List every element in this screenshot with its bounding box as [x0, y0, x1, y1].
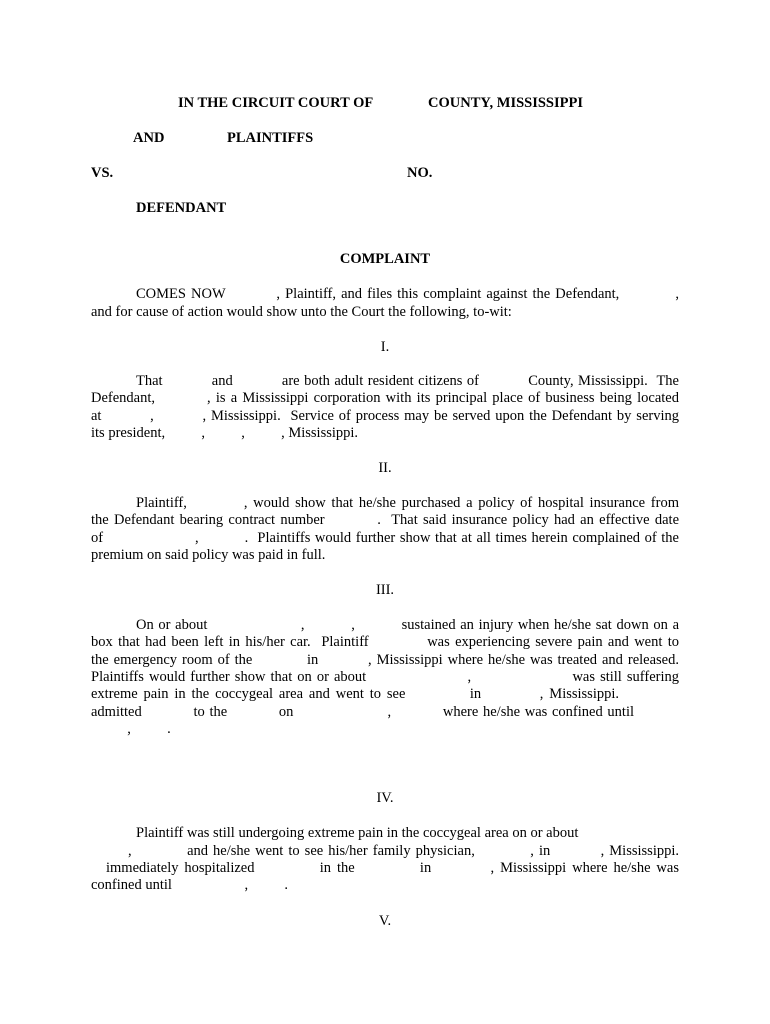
section-1-line: That and are both adult resident citizens of County, Mississippi. The — [136, 373, 679, 389]
section-4-line: , and he/she went to see his/her family physician, , in , Mississippi. — [128, 843, 679, 859]
section-heading-3: III. — [375, 582, 395, 598]
section-1-line: Defendant, , is a Mississippi corporation with its principal place of business being located — [91, 390, 679, 406]
section-1-line: its president, , , , Mississippi. — [91, 425, 359, 441]
section-3-line: On or about , , sustained an injury when he/she sat down on a — [136, 617, 679, 633]
intro-line-1: COMES NOW , Plaintiff, and files this complaint against the Defendant, , — [136, 286, 679, 302]
intro-line-2: and for cause of action would show unto the Court the following, to-wit: — [91, 304, 512, 320]
section-4-line: immediately hospitalized in the in , Mississippi where he/she was — [106, 860, 679, 876]
section-heading-5: V. — [378, 913, 392, 929]
section-3-line: , . — [91, 721, 171, 737]
caption-vs: VS. — [91, 165, 114, 181]
section-3-line: extreme pain in the coccygeal area and went to see in , Mississippi. — [91, 686, 619, 702]
section-2-line: Plaintiff, , would show that he/she purchased a policy of hospital insurance from — [136, 495, 679, 511]
section-2-line: premium on said policy was paid in full. — [91, 547, 326, 563]
caption-plaintiffs: PLAINTIFFS — [227, 130, 314, 146]
court-title-left: IN THE CIRCUIT COURT OF — [178, 95, 374, 111]
section-4-line: Plaintiff was still undergoing extreme pain in the coccygeal area on or about — [136, 825, 579, 841]
caption-case-no: NO. — [407, 165, 433, 181]
section-2-line: of , . Plaintiffs would further show that at all times herein complained of the — [91, 530, 679, 546]
section-heading-1: I. — [380, 339, 390, 355]
section-3-line: admitted to the on , where he/she was confined until — [91, 704, 634, 720]
document-title: COMPLAINT — [339, 251, 431, 267]
caption-defendant: DEFENDANT — [136, 200, 227, 216]
section-heading-2: II. — [378, 460, 392, 476]
section-heading-4: IV. — [376, 790, 394, 806]
section-4-line: confined until , . — [91, 877, 288, 893]
section-3-line: box that had been left in his/her car. Plaintiff was experiencing severe pain and went to — [91, 634, 679, 650]
section-2-line: the Defendant bearing contract number . That said insurance policy had an effective date — [91, 512, 679, 528]
section-3-line: the emergency room of the in , Mississippi where he/she was treated and released. — [91, 652, 679, 668]
court-title-right: COUNTY, MISSISSIPPI — [428, 95, 583, 111]
section-3-line: Plaintiffs would further show that on or about , was still suffering — [91, 669, 679, 685]
caption-and: AND — [133, 130, 165, 146]
section-1-line: at , , Mississippi. Service of process may be served upon the Defendant by serving — [91, 408, 679, 424]
